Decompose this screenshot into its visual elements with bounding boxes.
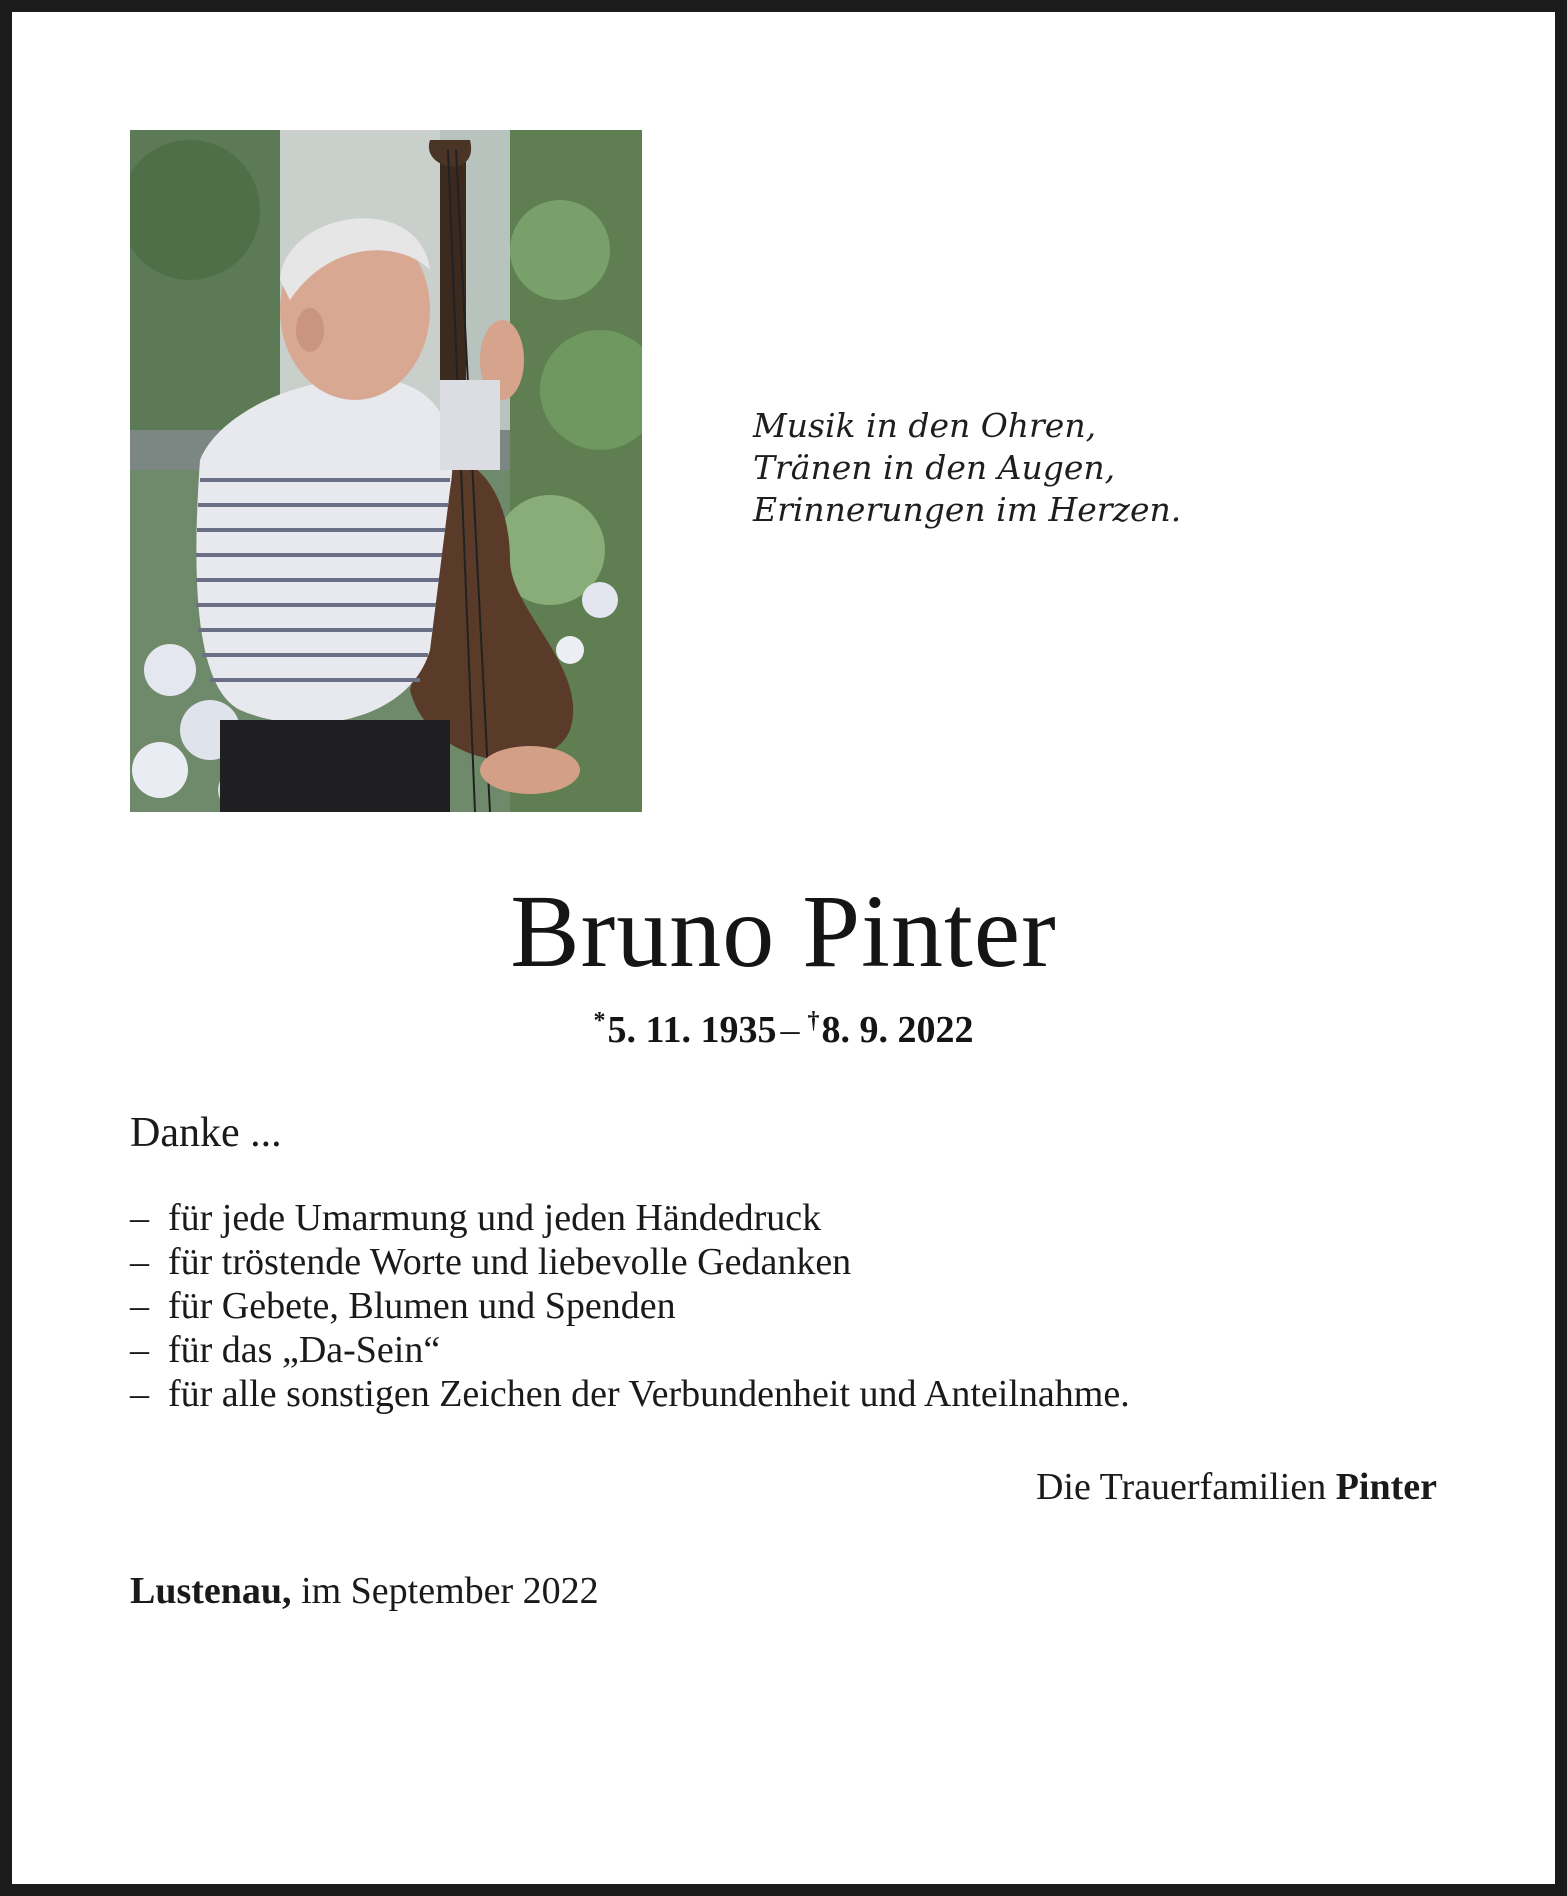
list-dash: – bbox=[130, 1285, 149, 1327]
list-dash: – bbox=[130, 1197, 149, 1239]
quote-line-3: Erinnerungen im Herzen. bbox=[753, 490, 1182, 529]
list-item bbox=[130, 1240, 1130, 1284]
place-name: Lustenau, bbox=[130, 1570, 292, 1612]
list-item bbox=[130, 1196, 1130, 1240]
thanks-heading: Danke ... bbox=[130, 1110, 282, 1156]
family-signature bbox=[1036, 1464, 1437, 1510]
death-date: 8. 9. 2022 bbox=[821, 1009, 974, 1051]
quote-line-1: Musik in den Ohren, bbox=[753, 406, 1097, 445]
birth-date: 5. 11. 1935 bbox=[607, 1009, 777, 1051]
list-dash: – bbox=[130, 1373, 149, 1415]
list-item bbox=[130, 1284, 1130, 1328]
list-item-text: für tröstende Worte und liebevolle Gedanken bbox=[168, 1241, 852, 1283]
list-item-text: für Gebete, Blumen und Spenden bbox=[168, 1285, 676, 1327]
list-item bbox=[130, 1328, 1130, 1372]
death-mark: † bbox=[807, 1008, 820, 1034]
place-and-date bbox=[130, 1568, 599, 1614]
life-dates bbox=[0, 998, 1567, 1053]
memorial-quote bbox=[753, 405, 1353, 531]
quote-line-2: Tränen in den Augen, bbox=[753, 448, 1116, 487]
list-item-text: für jede Umarmung und jeden Händedruck bbox=[168, 1197, 822, 1239]
signature-prefix: Die Trauerfamilien bbox=[1035, 1466, 1327, 1508]
list-item-text: für alle sonstigen Zeichen der Verbundenheit und Anteilnahme. bbox=[168, 1373, 1130, 1415]
list-item-text: für das „Da-Sein“ bbox=[168, 1329, 441, 1371]
birth-mark: * bbox=[593, 1008, 606, 1034]
signature-family-name: Pinter bbox=[1335, 1466, 1437, 1508]
list-dash: – bbox=[130, 1241, 149, 1283]
date-separator: – bbox=[780, 1009, 800, 1051]
list-item bbox=[130, 1372, 1130, 1416]
list-dash: – bbox=[130, 1329, 149, 1371]
thanks-list bbox=[130, 1196, 1130, 1416]
date-text: im September 2022 bbox=[301, 1570, 599, 1612]
portrait-photo bbox=[130, 130, 642, 812]
deceased-name: Bruno Pinter bbox=[510, 874, 1057, 989]
portrait-illustration bbox=[130, 130, 642, 812]
